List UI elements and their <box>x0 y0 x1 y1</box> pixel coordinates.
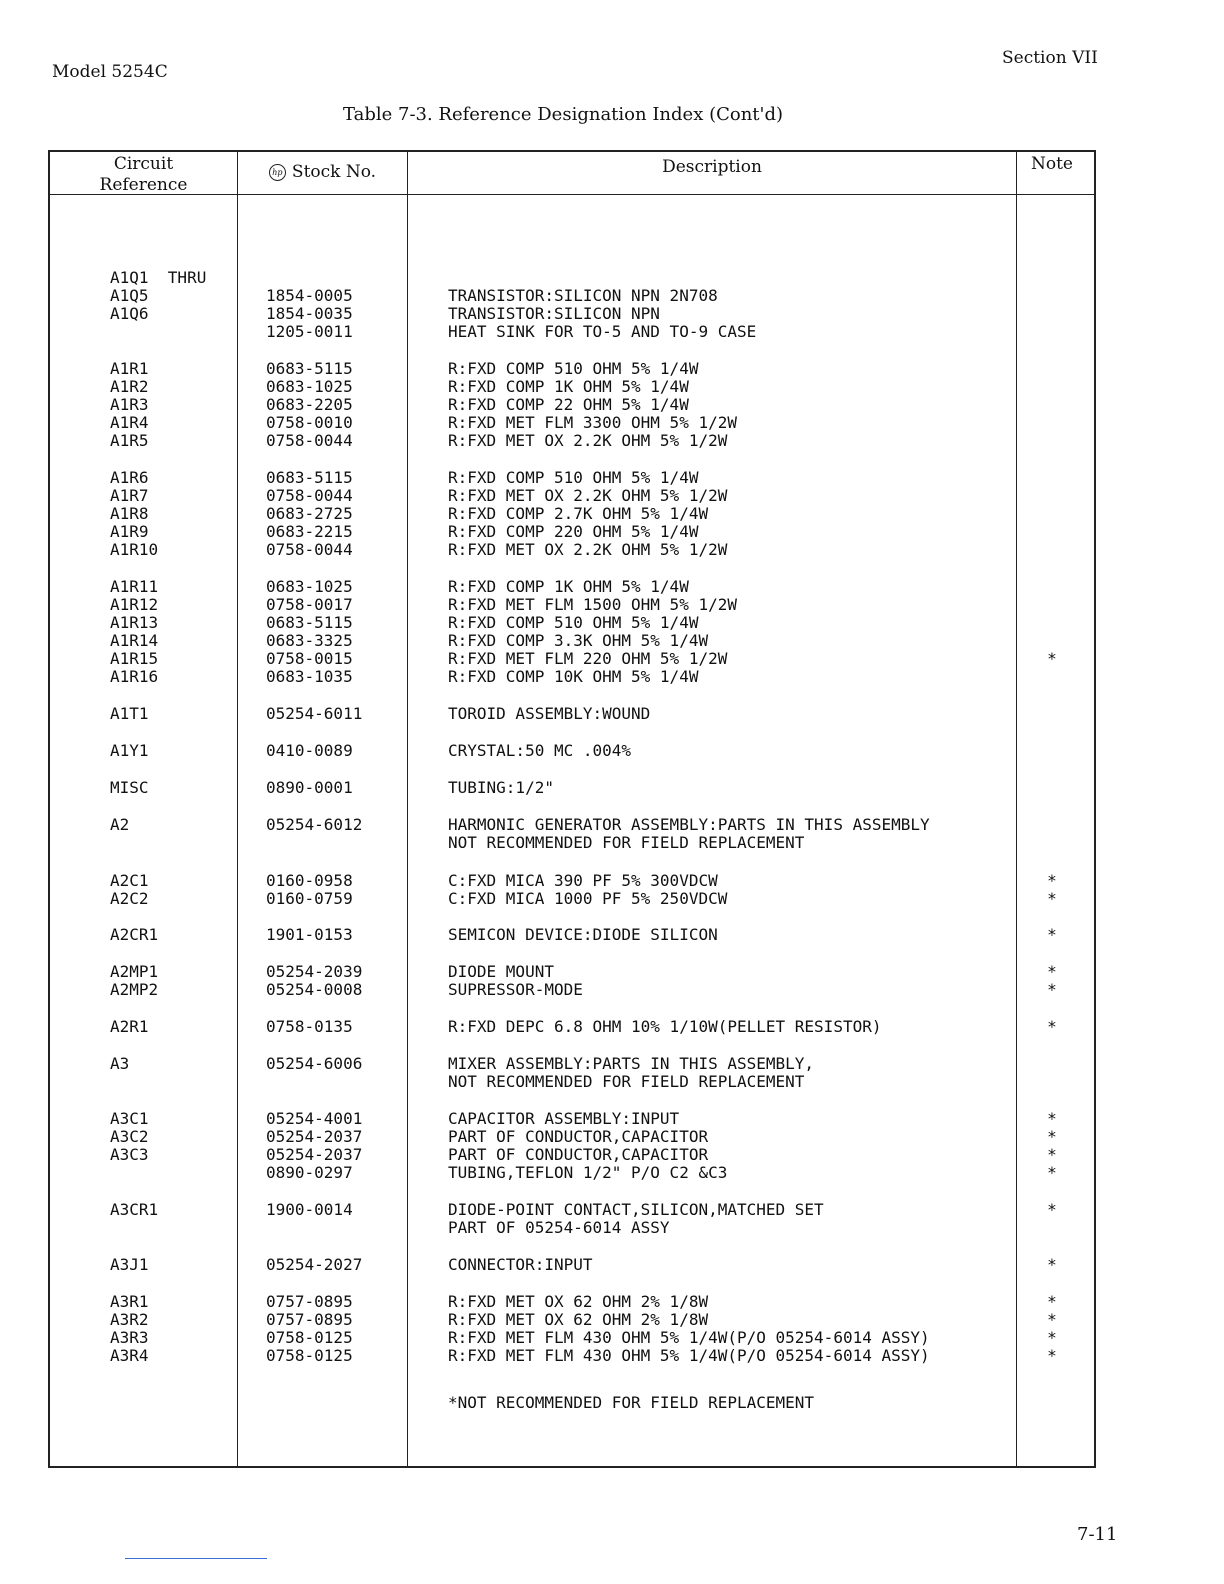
stock-no-cell: 0758-0125 <box>266 1346 353 1365</box>
note-cell: * <box>1047 1255 1057 1274</box>
description-cell: R:FXD COMP 2.7K OHM 5% 1/4W <box>448 504 709 523</box>
note-cell: * <box>1047 649 1057 668</box>
description-cell: R:FXD MET FLM 3300 OHM 5% 1/2W <box>448 413 737 432</box>
stock-no-cell: 05254-2027 <box>266 1255 363 1274</box>
circuit-ref-cell: A2MP2 <box>110 980 159 999</box>
description-cell: R:FXD MET OX 2.2K OHM 5% 1/2W <box>448 540 728 559</box>
note-cell: * <box>1047 1328 1057 1347</box>
note-cell: * <box>1047 871 1057 890</box>
circuit-ref-cell: A3C1 <box>110 1109 149 1128</box>
description-cell: TRANSISTOR:SILICON NPN <box>448 304 660 323</box>
circuit-ref-cell: A1R9 <box>110 522 149 541</box>
stock-no-cell: 0683-1035 <box>266 667 353 686</box>
description-cell: DIODE-POINT CONTACT,SILICON,MATCHED SET <box>448 1200 824 1219</box>
circuit-ref-cell: MISC <box>110 778 149 797</box>
circuit-ref-cell: A1R12 <box>110 595 159 614</box>
note-cell: * <box>1047 889 1057 908</box>
decorative-rule <box>125 1558 267 1559</box>
stock-no-cell: 1205-0011 <box>266 322 353 341</box>
note-cell: * <box>1047 1310 1057 1329</box>
stock-no-cell: 05254-4001 <box>266 1109 363 1128</box>
circuit-ref-cell: A3R1 <box>110 1292 149 1311</box>
stock-no-cell: 0758-0125 <box>266 1328 353 1347</box>
description-cell: HARMONIC GENERATOR ASSEMBLY:PARTS IN THIS ASSEMBLY <box>448 815 930 834</box>
stock-no-cell: 0758-0044 <box>266 540 353 559</box>
column-divider <box>237 152 238 1466</box>
column-divider <box>407 152 408 1466</box>
note-cell: * <box>1047 1145 1057 1164</box>
note-cell: * <box>1047 1017 1057 1036</box>
column-divider <box>1016 152 1017 1466</box>
stock-no-cell: 0683-2215 <box>266 522 353 541</box>
description-cell: TRANSISTOR:SILICON NPN 2N708 <box>448 286 718 305</box>
stock-no-cell: 1854-0005 <box>266 286 353 305</box>
description-cell: SUPRESSOR-MODE <box>448 980 583 999</box>
section-label: Section VII <box>1002 48 1098 68</box>
description-cell: R:FXD MET OX 2.2K OHM 5% 1/2W <box>448 486 728 505</box>
circuit-ref-cell: A1R10 <box>110 540 159 559</box>
table-caption: Table 7-3. Reference Designation Index (Cont'd) <box>343 104 784 125</box>
circuit-ref-cell: A1R14 <box>110 631 159 650</box>
note-cell: * <box>1047 1346 1057 1365</box>
circuit-ref-cell: A1R13 <box>110 613 159 632</box>
stock-no-label: Stock No. <box>291 162 377 182</box>
note-cell: * <box>1047 1200 1057 1219</box>
circuit-ref-cell: A1R3 <box>110 395 149 414</box>
description-cell: PART OF CONDUCTOR,CAPACITOR <box>448 1127 709 1146</box>
note-cell: * <box>1047 962 1057 981</box>
circuit-ref-cell: A1Q6 <box>110 304 149 323</box>
circuit-ref-cell: A1R8 <box>110 504 149 523</box>
footnote: *NOT RECOMMENDED FOR FIELD REPLACEMENT <box>448 1393 815 1412</box>
stock-no-cell: 1901-0153 <box>266 925 353 944</box>
description-cell: MIXER ASSEMBLY:PARTS IN THIS ASSEMBLY, <box>448 1054 815 1073</box>
stock-no-cell: 1900-0014 <box>266 1200 353 1219</box>
page-number: 7-11 <box>1077 1524 1118 1545</box>
stock-no-cell: 0683-3325 <box>266 631 353 650</box>
circuit-ref-cell: A3J1 <box>110 1255 149 1274</box>
description-cell: R:FXD DEPC 6.8 OHM 10% 1/10W(PELLET RESISTOR) <box>448 1017 882 1036</box>
description-cell: R:FXD MET OX 2.2K OHM 5% 1/2W <box>448 431 728 450</box>
description-cell: R:FXD COMP 510 OHM 5% 1/4W <box>448 613 699 632</box>
description-cell: NOT RECOMMENDED FOR FIELD REPLACEMENT <box>448 1072 805 1091</box>
description-cell: R:FXD COMP 22 OHM 5% 1/4W <box>448 395 689 414</box>
stock-no-cell: 0683-2205 <box>266 395 353 414</box>
stock-no-cell: 0890-0001 <box>266 778 353 797</box>
description-cell: R:FXD COMP 10K OHM 5% 1/4W <box>448 667 699 686</box>
circuit-ref-cell: A1R4 <box>110 413 149 432</box>
circuit-ref-cell: A1R6 <box>110 468 149 487</box>
reference-designation-table <box>48 150 1096 1468</box>
description-cell: C:FXD MICA 1000 PF 5% 250VDCW <box>448 889 728 908</box>
stock-no-cell: 0410-0089 <box>266 741 353 760</box>
circuit-ref-cell: A2C1 <box>110 871 149 890</box>
column-header-note: Note <box>1030 154 1073 174</box>
circuit-ref-cell: A3R3 <box>110 1328 149 1347</box>
description-cell: NOT RECOMMENDED FOR FIELD REPLACEMENT <box>448 833 805 852</box>
circuit-ref-cell: A3CR1 <box>110 1200 159 1219</box>
stock-no-cell: 0757-0895 <box>266 1310 353 1329</box>
stock-no-cell: 0758-0044 <box>266 486 353 505</box>
circuit-ref-cell: A1Y1 <box>110 741 149 760</box>
description-cell: CAPACITOR ASSEMBLY:INPUT <box>448 1109 680 1128</box>
stock-no-cell: 0758-0010 <box>266 413 353 432</box>
stock-no-cell: 0683-2725 <box>266 504 353 523</box>
circuit-ref-cell: A3R2 <box>110 1310 149 1329</box>
stock-no-cell: 0758-0017 <box>266 595 353 614</box>
description-cell: R:FXD MET FLM 430 OHM 5% 1/4W(P/O 05254-6014 ASSY) <box>448 1346 930 1365</box>
stock-no-cell: 0683-5115 <box>266 359 353 378</box>
stock-no-cell: 05254-2039 <box>266 962 363 981</box>
description-cell: DIODE MOUNT <box>448 962 554 981</box>
stock-no-cell: 05254-0008 <box>266 980 363 999</box>
note-cell: * <box>1047 1292 1057 1311</box>
circuit-ref-cell: A1R15 <box>110 649 159 668</box>
description-cell: R:FXD COMP 510 OHM 5% 1/4W <box>448 468 699 487</box>
circuit-ref-cell: A1R11 <box>110 577 159 596</box>
stock-no-cell: 05254-6006 <box>266 1054 363 1073</box>
stock-no-cell: 0758-0044 <box>266 431 353 450</box>
description-cell: R:FXD COMP 1K OHM 5% 1/4W <box>448 377 689 396</box>
description-cell: TOROID ASSEMBLY:WOUND <box>448 704 651 723</box>
description-cell: CRYSTAL:50 MC .004% <box>448 741 632 760</box>
description-cell: R:FXD COMP 510 OHM 5% 1/4W <box>448 359 699 378</box>
stock-no-cell: 05254-2037 <box>266 1145 363 1164</box>
stock-no-cell: 0757-0895 <box>266 1292 353 1311</box>
stock-no-cell: 0683-1025 <box>266 577 353 596</box>
description-cell: SEMICON DEVICE:DIODE SILICON <box>448 925 718 944</box>
description-cell: CONNECTOR:INPUT <box>448 1255 593 1274</box>
circuit-ref-cell: A2MP1 <box>110 962 159 981</box>
note-cell: * <box>1047 1163 1057 1182</box>
stock-no-cell: 1854-0035 <box>266 304 353 323</box>
stock-no-cell: 0683-5115 <box>266 468 353 487</box>
stock-no-cell: 0683-5115 <box>266 613 353 632</box>
description-cell: R:FXD COMP 3.3K OHM 5% 1/4W <box>448 631 709 650</box>
description-cell: TUBING,TEFLON 1/2" P/O C2 &C3 <box>448 1163 728 1182</box>
description-cell: R:FXD MET FLM 430 OHM 5% 1/4W(P/O 05254-6014 ASSY) <box>448 1328 930 1347</box>
stock-no-cell: 05254-2037 <box>266 1127 363 1146</box>
column-header-circuit-reference: Circuit Reference <box>99 154 188 195</box>
model-label: Model 5254C <box>52 62 168 82</box>
description-cell: C:FXD MICA 390 PF 5% 300VDCW <box>448 871 718 890</box>
circuit-ref-cell: A2R1 <box>110 1017 149 1036</box>
stock-no-cell: 0160-0958 <box>266 871 353 890</box>
circuit-ref-cell: A1R1 <box>110 359 149 378</box>
description-cell: TUBING:1/2" <box>448 778 554 797</box>
column-header-stock-no <box>238 162 407 183</box>
hp-logo-icon: hp <box>269 164 286 181</box>
circuit-ref-cell: A1T1 <box>110 704 149 723</box>
stock-no-cell: 0758-0135 <box>266 1017 353 1036</box>
description-cell: HEAT SINK FOR TO-5 AND TO-9 CASE <box>448 322 757 341</box>
stock-no-cell: 0890-0297 <box>266 1163 353 1182</box>
description-cell: R:FXD COMP 1K OHM 5% 1/4W <box>448 577 689 596</box>
description-cell: R:FXD COMP 220 OHM 5% 1/4W <box>448 522 699 541</box>
circuit-ref-cell: A2 <box>110 815 130 834</box>
stock-no-cell: 05254-6012 <box>266 815 363 834</box>
circuit-ref-cell: A1Q5 <box>110 286 149 305</box>
description-cell: R:FXD MET OX 62 OHM 2% 1/8W <box>448 1310 709 1329</box>
circuit-ref-cell: A2CR1 <box>110 925 159 944</box>
circuit-ref-cell: A1R7 <box>110 486 149 505</box>
note-cell: * <box>1047 980 1057 999</box>
circuit-ref-cell: A3R4 <box>110 1346 149 1365</box>
description-cell: PART OF CONDUCTOR,CAPACITOR <box>448 1145 709 1164</box>
circuit-ref-cell: A3 <box>110 1054 130 1073</box>
description-cell: R:FXD MET OX 62 OHM 2% 1/8W <box>448 1292 709 1311</box>
description-cell: PART OF 05254-6014 ASSY <box>448 1218 670 1237</box>
circuit-ref-cell: A1Q1 THRU <box>110 268 207 287</box>
stock-no-cell: 0160-0759 <box>266 889 353 908</box>
circuit-ref-cell: A2C2 <box>110 889 149 908</box>
stock-no-cell: 05254-6011 <box>266 704 363 723</box>
stock-no-cell: 0683-1025 <box>266 377 353 396</box>
description-cell: R:FXD MET FLM 220 OHM 5% 1/2W <box>448 649 728 668</box>
circuit-ref-cell: A3C2 <box>110 1127 149 1146</box>
stock-no-cell: 0758-0015 <box>266 649 353 668</box>
note-cell: * <box>1047 1109 1057 1128</box>
circuit-ref-cell: A1R5 <box>110 431 149 450</box>
column-header-description: Description <box>662 157 762 177</box>
note-cell: * <box>1047 1127 1057 1146</box>
description-cell: R:FXD MET FLM 1500 OHM 5% 1/2W <box>448 595 737 614</box>
circuit-ref-cell: A3C3 <box>110 1145 149 1164</box>
circuit-ref-cell: A1R16 <box>110 667 159 686</box>
circuit-ref-cell: A1R2 <box>110 377 149 396</box>
note-cell: * <box>1047 925 1057 944</box>
